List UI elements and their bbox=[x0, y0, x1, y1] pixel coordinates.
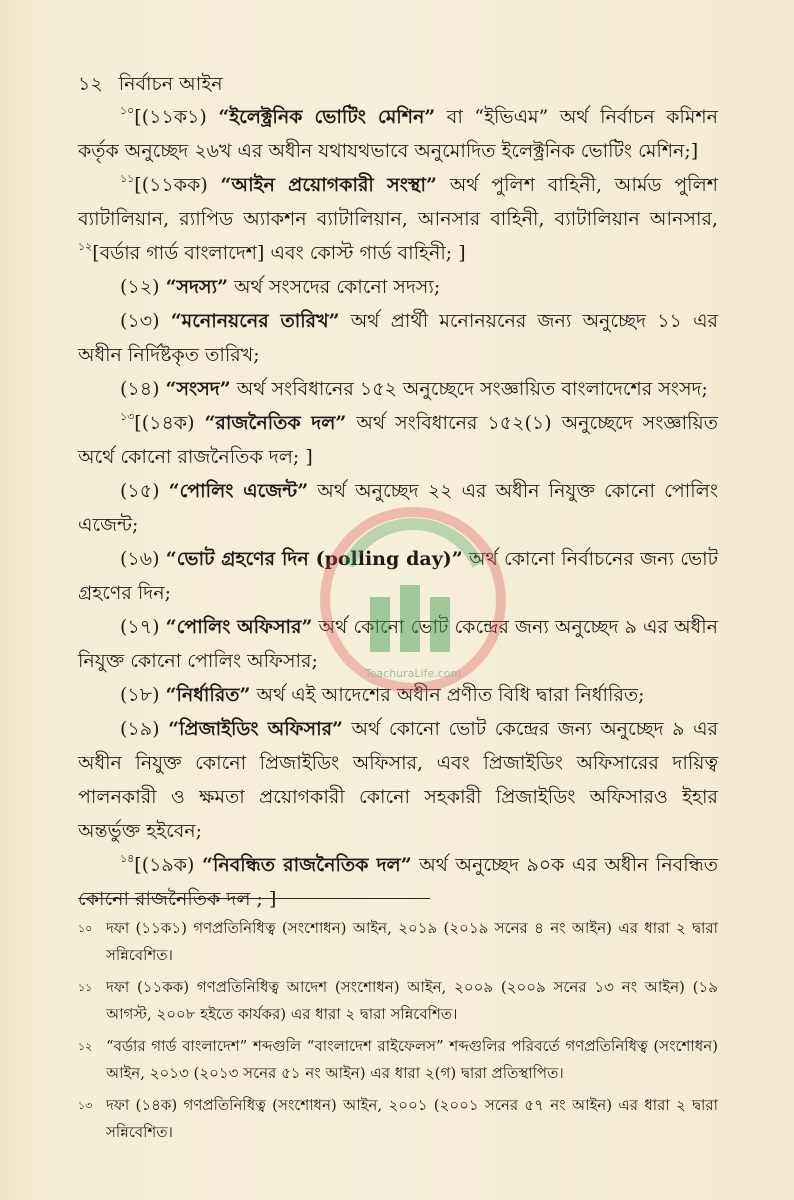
definition-paragraph bbox=[78, 372, 718, 406]
page-number: ১২ bbox=[78, 73, 103, 95]
definition-paragraph bbox=[78, 848, 718, 916]
definition-text: অর্থ সংসদের কোনো সদস্য; bbox=[228, 276, 441, 298]
defined-term: “আইন প্রয়োগকারী সংস্থা” bbox=[220, 174, 437, 196]
footnote-marker: ১১ bbox=[120, 172, 135, 185]
definition-paragraph bbox=[78, 168, 718, 270]
watermark-letter-shape bbox=[430, 597, 450, 652]
clause-number: (১৬) bbox=[120, 548, 166, 570]
footnote-number: ১২ bbox=[78, 1040, 93, 1053]
clause-number: (১৮) bbox=[120, 684, 166, 706]
watermark-logo bbox=[318, 505, 508, 695]
footnote-number: ১০ bbox=[78, 922, 93, 935]
footnotes bbox=[78, 915, 718, 1151]
definition-text: অর্থ অনুচ্ছেদ ৯০ক এর অধীন নিবন্ধিত কোনো রাজনৈতিক দল ; ] bbox=[78, 854, 718, 910]
definition-text: অর্থ পুলিশ বাহিনী, আর্মড পুলিশ ব্যাটালিয়ান, র‍্যাপিড অ্যাকশন ব্যাটালিয়ান, আনসার বাহিনী, ব্যাটালিয়ান আনসার, bbox=[78, 174, 718, 230]
defined-term: “সদস্য” bbox=[165, 276, 229, 298]
footnote-text: দফা (১৪ক) গণপ্রতিনিধিত্ব (সংশোধন) আইন, ২০০১ (২০০১ সনের ৫৭ নং আইন) এর ধারা ২ দ্বারা সন্নিবেশিত। bbox=[106, 1096, 718, 1141]
definition-text: বা “ইভিএম” অর্থ নির্বাচন কমিশন কর্তৃক অনুচ্ছেদ ২৬খ এর অধীন যথাযথভাবে অনুমোদিত ইলেক্ট্রনিক ভোটিং মেশিন;] bbox=[78, 106, 718, 162]
watermark-letter-shape bbox=[400, 585, 420, 652]
definition-paragraph bbox=[78, 712, 718, 848]
definition-text: অর্থ সংবিধানের ১৫২(১) অনুচ্ছেদে সংজ্ঞায়িত অর্থে কোনো রাজনৈতিক দল; ] bbox=[78, 412, 718, 468]
definition-text: [বর্ডার গার্ড বাংলাদেশ] এবং কোস্ট গার্ড বাহিনী; ] bbox=[92, 242, 466, 264]
definition-paragraph bbox=[78, 304, 718, 372]
footnote-text: “বর্ডার গার্ড বাংলাদেশ” শব্দগুলি “বাংলাদেশ রাইফেলস” শব্দগুলির পরিবর্তে গণপ্রতিনিধিত্ব (সংশোধন) আইন, ২০১৩ (২০১৩ সনের ৫১ নং আইন) এর ধারা ২(গ) দ্বারা প্রতিস্থাপিত। bbox=[106, 1037, 718, 1082]
footnote-text: দফা (১১ক১) গণপ্রতিনিধিত্ব (সংশোধন) আইন, ২০১৯ (২০১৯ সনের ৪ নং আইন) এর ধারা ২ দ্বারা সন্নিবেশিত। bbox=[106, 919, 718, 964]
running-title: নির্বাচন আইন bbox=[118, 73, 223, 95]
defined-term: “মনোনয়নের তারিখ” bbox=[170, 310, 340, 332]
clause-number: [(১৯ক) bbox=[134, 854, 203, 876]
clause-number: (১৫) bbox=[120, 480, 169, 502]
defined-term: “পোলিং অফিসার” bbox=[165, 616, 313, 638]
clause-number: (১৪) bbox=[120, 378, 166, 400]
definition-text: অর্থ কোনো নির্বাচনের জন্য ভোট গ্রহণের দিন; bbox=[78, 548, 718, 604]
footnote-marker: ১২ bbox=[78, 240, 93, 253]
defined-term: “নির্ধারিত” bbox=[165, 684, 251, 706]
definition-text: অর্থ এই আদেশের অধীন প্রণীত বিধি দ্বারা নির্ধারিত; bbox=[250, 684, 645, 706]
definition-paragraph bbox=[78, 100, 718, 168]
defined-term: “পোলিং এজেন্ট” bbox=[168, 480, 309, 502]
defined-term: “ইলেক্ট্রনিক ভোটিং মেশিন” bbox=[218, 106, 436, 128]
defined-term: “রাজনৈতিক দল” bbox=[204, 412, 347, 434]
clause-number: (১৯) bbox=[120, 718, 169, 740]
footnote-divider bbox=[78, 898, 430, 899]
watermark-letter-shape bbox=[370, 597, 390, 652]
footnote-text: দফা (১১কক) গণপ্রতিনিধিত্ব আদেশ (সংশোধন) আইন, ২০০৯ (২০০৯ সনের ১৩ নং আইন) (১৯ আগস্ট, ২০০৮ হইতে কার্যকর) এর ধারা ২ দ্বারা সন্নিবেশিত। bbox=[106, 978, 718, 1023]
clause-number: [(১৪ক) bbox=[134, 412, 205, 434]
definition-text: অর্থ কোনো ভোট কেন্দ্রের জন্য অনুচ্ছেদ ৯ এর অধীন নিযুক্ত কোনো পোলিং অফিসার; bbox=[78, 616, 718, 672]
page-header bbox=[78, 70, 223, 102]
definition-text: অর্থ সংবিধানের ১৫২ অনুচ্ছেদে সংজ্ঞায়িত বাংলাদেশের সংসদ; bbox=[230, 378, 708, 400]
footnote bbox=[78, 974, 718, 1028]
definition-text: অর্থ প্রার্থী মনোনয়নের জন্য অনুচ্ছেদ ১১ এর অধীন নির্দিষ্টকৃত তারিখ; bbox=[78, 310, 718, 366]
footnote-marker: ১০ bbox=[120, 104, 135, 117]
defined-term: “প্রিজাইডিং অফিসার” bbox=[168, 718, 343, 740]
defined-term: “সংসদ” bbox=[165, 378, 231, 400]
definition-text: অর্থ কোনো ভোট কেন্দ্রের জন্য অনুচ্ছেদ ৯ এর অধীন নিযুক্ত কোনো প্রিজাইডিং অফিসার, এবং প্রিজাইডিং অফিসারের দায়িত্ব পালনকারী ও ক্ষমতা প্রয়োগকারী কোনো সহকারী প্রিজাইডিং অফিসারও ইহার অন্তর্ভুক্ত হইবেন; bbox=[78, 718, 718, 842]
defined-term: “ভোট গ্রহণের দিন (polling day)” bbox=[165, 548, 463, 570]
definition-text: অর্থ অনুচ্ছেদ ২২ এর অধীন নিযুক্ত কোনো পোলিং এজেন্ট; bbox=[78, 480, 718, 536]
footnote bbox=[78, 915, 718, 969]
clause-number: (১২) bbox=[120, 276, 166, 298]
definition-paragraph bbox=[78, 406, 718, 474]
watermark-text: TeachuraLife.com bbox=[364, 667, 462, 680]
clause-number: [(১১ক১) bbox=[134, 106, 219, 128]
footnote-number: ১৩ bbox=[78, 1099, 93, 1112]
defined-term: “নিবন্ধিত রাজনৈতিক দল” bbox=[202, 854, 412, 876]
clause-number: (১৩) bbox=[120, 310, 171, 332]
clause-number: [(১১কক) bbox=[134, 174, 221, 196]
footnote bbox=[78, 1092, 718, 1146]
definition-paragraph bbox=[78, 270, 718, 304]
clause-number: (১৭) bbox=[120, 616, 166, 638]
footnote-marker: ১৩ bbox=[120, 410, 135, 423]
footnote bbox=[78, 1033, 718, 1087]
footnote-marker: ১৪ bbox=[120, 852, 135, 865]
footnote-number: ১১ bbox=[78, 981, 93, 994]
